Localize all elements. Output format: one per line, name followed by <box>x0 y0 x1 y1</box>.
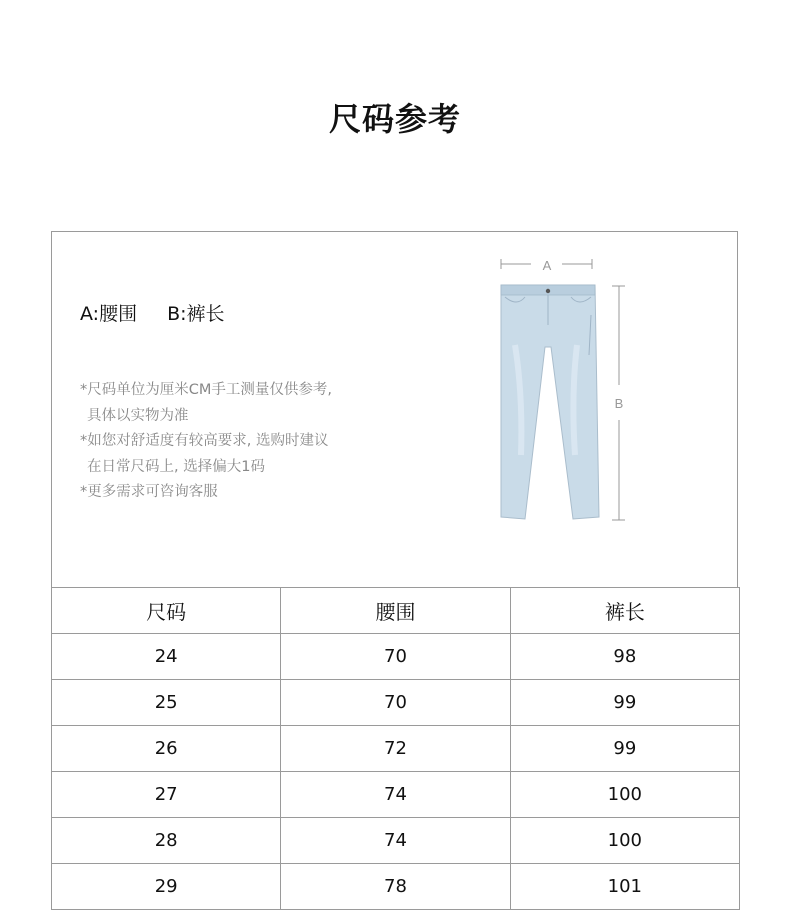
cell-waist: 74 <box>281 818 510 864</box>
cell-waist: 70 <box>281 680 510 726</box>
label-a: A <box>542 258 552 273</box>
cell-size: 26 <box>52 726 281 772</box>
cell-waist: 78 <box>281 864 510 910</box>
size-notes <box>80 378 332 506</box>
table-row <box>52 680 740 726</box>
cell-size: 24 <box>52 634 281 680</box>
cell-waist: 72 <box>281 726 510 772</box>
table-row <box>52 864 740 910</box>
header-waist: 腰围 <box>281 588 510 634</box>
size-table <box>51 587 740 910</box>
cell-length: 98 <box>510 634 739 680</box>
cell-length: 101 <box>510 864 739 910</box>
cell-size: 29 <box>52 864 281 910</box>
table-row <box>52 772 740 818</box>
cell-length: 99 <box>510 726 739 772</box>
legend-length: B:裤长 <box>167 303 225 325</box>
table-row <box>52 634 740 680</box>
cell-size: 25 <box>52 680 281 726</box>
cell-size: 27 <box>52 772 281 818</box>
header-size: 尺码 <box>52 588 281 634</box>
cell-size: 28 <box>52 818 281 864</box>
note-line: 具体以实物为准 <box>87 407 189 424</box>
table-row <box>52 726 740 772</box>
label-b: B <box>614 396 624 411</box>
note-line: *尺码单位为厘米CM手工测量仅供参考, <box>80 382 332 398</box>
table-row <box>52 818 740 864</box>
jeans-diagram <box>495 255 635 525</box>
page-title: 尺码参考 <box>328 100 461 138</box>
cell-length: 99 <box>510 680 739 726</box>
note-line: *更多需求可咨询客服 <box>80 484 218 500</box>
jeans-icon <box>501 285 599 519</box>
note-line: *如您对舒适度有较高要求, 选购时建议 <box>80 433 329 449</box>
header-length: 裤长 <box>510 588 739 634</box>
cell-waist: 70 <box>281 634 510 680</box>
cell-length: 100 <box>510 818 739 864</box>
legend-waist: A:腰围 <box>80 303 138 325</box>
cell-waist: 74 <box>281 772 510 818</box>
cell-length: 100 <box>510 772 739 818</box>
note-line: 在日常尺码上, 选择偏大1码 <box>87 458 265 475</box>
measurement-legend <box>80 299 225 326</box>
table-header-row <box>52 588 740 634</box>
